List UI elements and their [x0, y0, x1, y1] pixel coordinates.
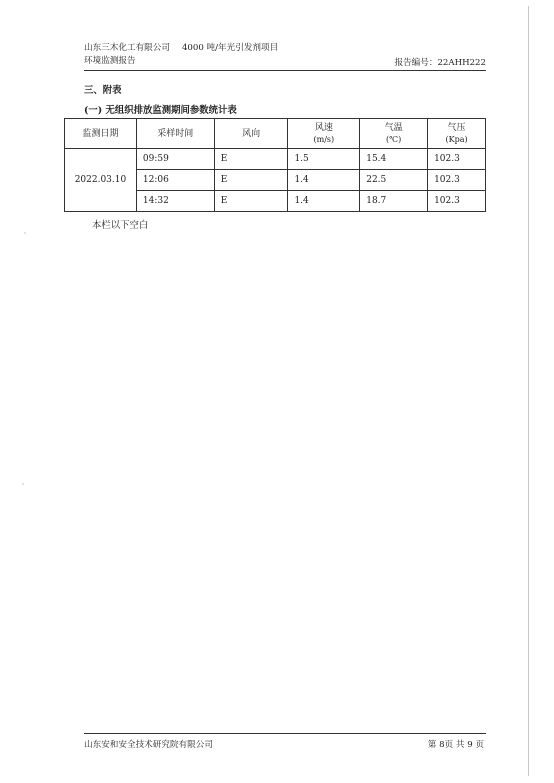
section-title: 三、附表	[84, 85, 122, 96]
wind-speed-label: 风速	[314, 122, 333, 133]
pressure-cell: 102.3	[428, 149, 486, 170]
temp-unit: (℃)	[386, 134, 402, 144]
wind-speed-unit: (m/s)	[313, 134, 335, 144]
wind-dir-cell: E	[214, 170, 288, 191]
project-name: 4000 吨/年光引发剂项目	[181, 43, 279, 53]
col-header-pressure	[428, 119, 486, 149]
temp-label: 气温	[384, 122, 403, 133]
header-rule	[84, 70, 486, 71]
wind-speed-cell: 1.5	[288, 149, 360, 170]
wind-dir-cell: E	[214, 191, 288, 212]
report-type: 环境监测报告	[84, 56, 136, 66]
time-cell: 14:32	[136, 191, 214, 212]
time-cell: 09:59	[136, 149, 214, 170]
footer-page-number: 第 8页 共 9 页	[427, 740, 484, 750]
company-name: 山东三木化工有限公司	[84, 43, 170, 53]
time-cell: 12:06	[136, 170, 214, 191]
table-title: (一) 无组织排放监测期间参数统计表	[84, 105, 237, 116]
header-line-1	[84, 42, 278, 55]
pressure-label: 气压	[447, 122, 466, 133]
document-header	[84, 42, 278, 68]
table-header-row	[65, 119, 486, 149]
pressure-cell: 102.3	[428, 191, 486, 212]
pressure-unit: (Kpa)	[445, 134, 468, 144]
page-edge	[528, 6, 529, 776]
parameter-table	[64, 118, 486, 212]
temp-cell: 15.4	[360, 149, 428, 170]
date-cell: 2022.03.10	[65, 149, 137, 212]
scan-speck	[22, 483, 24, 485]
table-row	[65, 149, 486, 170]
footer-rule	[84, 733, 486, 734]
pressure-cell: 102.3	[428, 170, 486, 191]
col-header-temp	[360, 119, 428, 149]
blank-below-note: 本栏以下空白	[92, 220, 149, 231]
report-number: 报告编号：22AHH222	[394, 58, 486, 68]
temp-cell: 18.7	[360, 191, 428, 212]
col-header-wind-dir: 风向	[214, 119, 288, 149]
wind-speed-cell: 1.4	[288, 170, 360, 191]
col-header-date: 监测日期	[65, 119, 137, 149]
footer-institute: 山东安和安全技术研究院有限公司	[84, 740, 213, 750]
col-header-time: 采样时间	[136, 119, 214, 149]
temp-cell: 22.5	[360, 170, 428, 191]
col-header-wind-speed	[288, 119, 360, 149]
scan-speck	[24, 232, 26, 234]
wind-speed-cell: 1.4	[288, 191, 360, 212]
wind-dir-cell: E	[214, 149, 288, 170]
